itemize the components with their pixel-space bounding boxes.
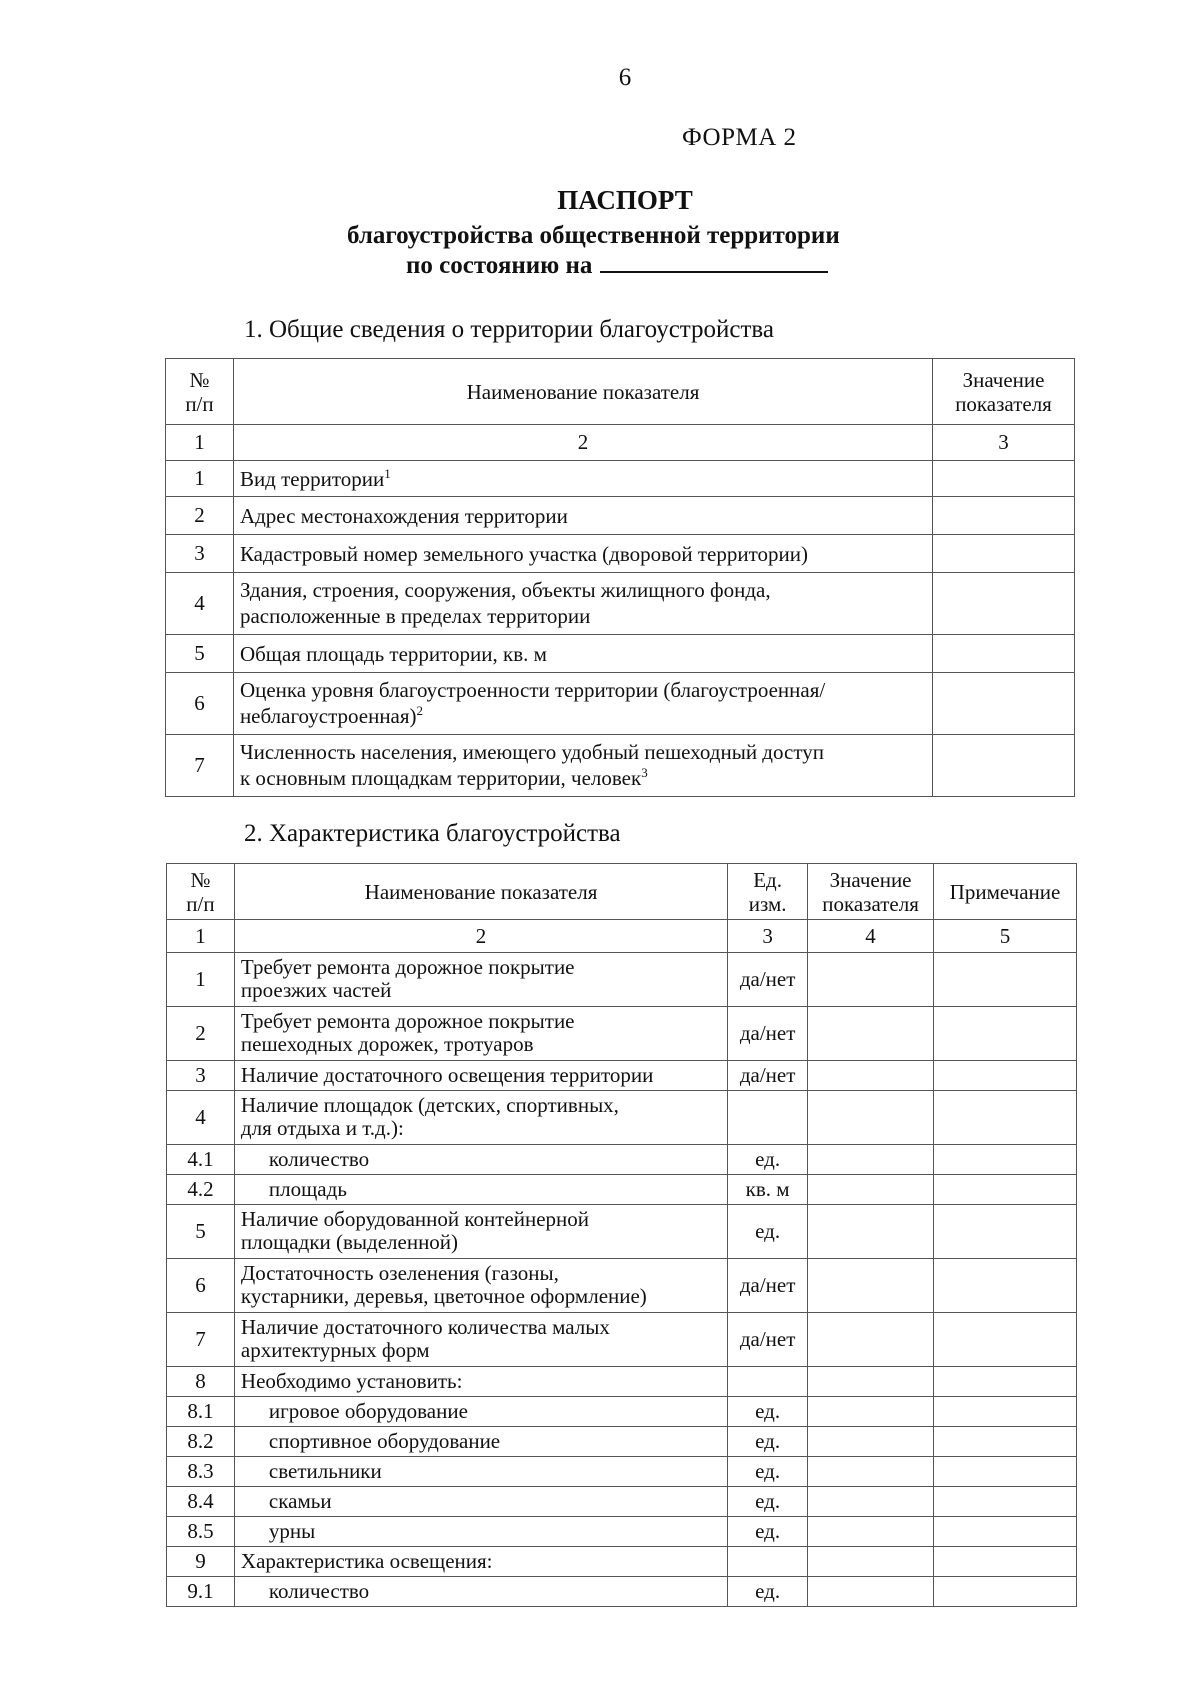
- note-cell[interactable]: [934, 1145, 1077, 1175]
- row-number: 3: [166, 535, 234, 573]
- indicator-value-cell[interactable]: [808, 953, 934, 1007]
- table-row: [166, 497, 1075, 535]
- indicator-value-cell[interactable]: [808, 1145, 934, 1175]
- unit-cell: да/нет: [728, 1007, 808, 1061]
- row-number: 7: [166, 735, 234, 797]
- indicator-name: Наличие достаточного освещения территории: [234, 1061, 727, 1091]
- date-blank-field[interactable]: [600, 249, 828, 273]
- unit-cell: да/нет: [728, 1061, 808, 1091]
- indicator-name: Общая площадь территории, кв. м: [233, 635, 932, 673]
- unit-cell: да/нет: [728, 1313, 808, 1367]
- indicator-name: Характеристика освещения:: [234, 1547, 727, 1577]
- header-no: № п/п: [166, 359, 234, 425]
- table-row: [166, 535, 1075, 573]
- note-cell[interactable]: [934, 1547, 1077, 1577]
- indicator-name: Численность населения, имеющего удобный пешеходный доступ к основным площадкам территории, человек$^3$: [233, 735, 932, 797]
- table-row: [167, 1397, 1077, 1427]
- unit-cell: [728, 1367, 808, 1397]
- row-number: 4.1: [167, 1145, 235, 1175]
- form-label: ФОРМА 2: [682, 124, 797, 151]
- indicator-name: Необходимо установить:: [234, 1367, 727, 1397]
- unit-cell: ед.: [728, 1457, 808, 1487]
- indicator-name: Адрес местонахождения территории: [233, 497, 932, 535]
- table-row: [166, 673, 1075, 735]
- indicator-value-cell[interactable]: [933, 673, 1075, 735]
- table-row: [167, 1457, 1077, 1487]
- unit-cell: ед.: [728, 1427, 808, 1457]
- table-row: [167, 1259, 1077, 1313]
- row-number: 8.2: [167, 1427, 235, 1457]
- indicator-value-cell[interactable]: [808, 1313, 934, 1367]
- row-number: 6: [167, 1259, 235, 1313]
- column-number: 3: [933, 425, 1075, 461]
- note-cell[interactable]: [934, 1061, 1077, 1091]
- header-value: Значение показателя: [808, 864, 934, 920]
- row-number: 7: [167, 1313, 235, 1367]
- row-number: 4: [167, 1091, 235, 1145]
- note-cell[interactable]: [934, 1517, 1077, 1547]
- note-cell[interactable]: [934, 1007, 1077, 1061]
- indicator-name: Наличие площадок (детских, спортивных, для отдыха и т.д.):: [234, 1091, 727, 1145]
- page-number: 6: [618, 64, 632, 91]
- indicator-name: Требует ремонта дорожное покрытие пешеходных дорожек, тротуаров: [234, 1007, 727, 1061]
- unit-cell: кв. м: [728, 1175, 808, 1205]
- indicator-value-cell[interactable]: [808, 1457, 934, 1487]
- table-row: [167, 1487, 1077, 1517]
- table-row: [167, 1061, 1077, 1091]
- general-info-table: [165, 358, 1075, 797]
- header-unit: Ед. изм.: [728, 864, 808, 920]
- unit-cell: ед.: [728, 1397, 808, 1427]
- note-cell[interactable]: [934, 1259, 1077, 1313]
- indicator-value-cell[interactable]: [933, 497, 1075, 535]
- date-label: по состоянию на: [406, 252, 593, 279]
- note-cell[interactable]: [934, 1487, 1077, 1517]
- row-number: 4: [166, 573, 234, 635]
- indicator-name: Кадастровый номер земельного участка (дворовой территории): [233, 535, 932, 573]
- row-number: 1: [167, 953, 235, 1007]
- row-number: 4.2: [167, 1175, 235, 1205]
- section1-title: 1. Общие сведения о территории благоустройства: [244, 316, 774, 343]
- indicator-name: скамьи: [234, 1487, 727, 1517]
- indicator-name: Требует ремонта дорожное покрытие проезжих частей: [234, 953, 727, 1007]
- note-cell[interactable]: [934, 1313, 1077, 1367]
- document-title: ПАСПОРТ: [557, 185, 693, 215]
- indicator-value-cell[interactable]: [808, 1427, 934, 1457]
- row-number: 6: [166, 673, 234, 735]
- column-number: 1: [166, 425, 234, 461]
- note-cell[interactable]: [934, 1457, 1077, 1487]
- table-row: [167, 1547, 1077, 1577]
- column-number: 2: [234, 920, 727, 953]
- unit-cell: [728, 1091, 808, 1145]
- note-cell[interactable]: [934, 1175, 1077, 1205]
- footnote-mark: 3: [641, 765, 648, 780]
- indicator-name: Наличие достаточного количества малых архитектурных форм: [234, 1313, 727, 1367]
- section2-title: 2. Характеристика благоустройства: [244, 820, 621, 847]
- row-number: 9.1: [167, 1577, 235, 1607]
- indicator-name: площадь: [234, 1175, 727, 1205]
- indicator-name: урны: [234, 1517, 727, 1547]
- unit-cell: ед.: [728, 1205, 808, 1259]
- column-number: 3: [728, 920, 808, 953]
- note-cell[interactable]: [934, 1577, 1077, 1607]
- table-row: [167, 1091, 1077, 1145]
- indicator-name: Оценка уровня благоустроенности территории (благоустроенная/ неблагоустроенная)$^2$: [233, 673, 932, 735]
- indicator-name: игровое оборудование: [234, 1397, 727, 1427]
- indicator-name: Достаточность озеленения (газоны, кустарники, деревья, цветочное оформление): [234, 1259, 727, 1313]
- document-subtitle: благоустройства общественной территории: [347, 222, 840, 249]
- row-number: 5: [167, 1205, 235, 1259]
- table-row: [167, 1313, 1077, 1367]
- unit-cell: ед.: [728, 1145, 808, 1175]
- indicator-value-cell[interactable]: [808, 1007, 934, 1061]
- indicator-name: количество: [234, 1577, 727, 1607]
- row-number: 2: [166, 497, 234, 535]
- indicator-value-cell[interactable]: [808, 1577, 934, 1607]
- indicator-name: количество: [234, 1145, 727, 1175]
- indicator-name: Здания, строения, сооружения, объекты жилищного фонда, расположенные в пределах территории: [233, 573, 932, 635]
- header-name: Наименование показателя: [233, 359, 932, 425]
- row-number: 5: [166, 635, 234, 673]
- indicator-value-cell[interactable]: [808, 1091, 934, 1145]
- indicator-name: Наличие оборудованной контейнерной площадки (выделенной): [234, 1205, 727, 1259]
- unit-cell: ед.: [728, 1517, 808, 1547]
- unit-cell: да/нет: [728, 1259, 808, 1313]
- row-number: 8.4: [167, 1487, 235, 1517]
- row-number: 1: [166, 461, 234, 497]
- table-row: [167, 1175, 1077, 1205]
- note-cell[interactable]: [934, 1367, 1077, 1397]
- footnote-mark: 2: [416, 703, 424, 718]
- unit-cell: ед.: [728, 1487, 808, 1517]
- row-number: 8.1: [167, 1397, 235, 1427]
- footnote-mark: 1: [384, 465, 391, 481]
- indicator-value-cell[interactable]: [808, 1547, 934, 1577]
- row-number: 3: [167, 1061, 235, 1091]
- row-number: 8.3: [167, 1457, 235, 1487]
- table-row: [166, 573, 1075, 635]
- row-number: 8.5: [167, 1517, 235, 1547]
- unit-cell: [728, 1547, 808, 1577]
- column-number: 2: [233, 425, 932, 461]
- indicator-value-cell[interactable]: [933, 535, 1075, 573]
- row-number: 2: [167, 1007, 235, 1061]
- indicator-value-cell[interactable]: [933, 461, 1075, 497]
- header-no: № п/п: [167, 864, 235, 920]
- note-cell[interactable]: [934, 1397, 1077, 1427]
- indicator-value-cell[interactable]: [808, 1367, 934, 1397]
- table-row: [167, 1145, 1077, 1175]
- table-row: [166, 461, 1075, 497]
- column-number: 5: [934, 920, 1077, 953]
- indicator-value-cell[interactable]: [933, 735, 1075, 797]
- header-name: Наименование показателя: [234, 864, 727, 920]
- indicator-value-cell[interactable]: [808, 1487, 934, 1517]
- indicator-value-cell[interactable]: [933, 573, 1075, 635]
- column-number: 4: [808, 920, 934, 953]
- note-cell[interactable]: [934, 953, 1077, 1007]
- column-number: 1: [167, 920, 235, 953]
- indicator-value-cell[interactable]: [808, 1061, 934, 1091]
- indicator-name: светильники: [234, 1457, 727, 1487]
- indicator-value-cell[interactable]: [808, 1205, 934, 1259]
- document-date-line: [406, 249, 828, 280]
- header-value: Значение показателя: [933, 359, 1075, 425]
- row-number: 9: [167, 1547, 235, 1577]
- row-number: 8: [167, 1367, 235, 1397]
- table-row: [167, 1577, 1077, 1607]
- table-row: [167, 1205, 1077, 1259]
- indicator-value-cell[interactable]: [933, 635, 1075, 673]
- indicator-value-cell[interactable]: [808, 1175, 934, 1205]
- table-row: [167, 1517, 1077, 1547]
- unit-cell: ед.: [728, 1577, 808, 1607]
- indicator-value-cell[interactable]: [808, 1259, 934, 1313]
- note-cell[interactable]: [934, 1205, 1077, 1259]
- note-cell[interactable]: [934, 1091, 1077, 1145]
- indicator-value-cell[interactable]: [808, 1517, 934, 1547]
- table-row: [166, 635, 1075, 673]
- table-row: [167, 953, 1077, 1007]
- table-row: [167, 1007, 1077, 1061]
- characteristics-table: [166, 863, 1077, 1607]
- unit-cell: да/нет: [728, 953, 808, 1007]
- indicator-name: Вид территории$^1$: [233, 461, 932, 497]
- indicator-name: спортивное оборудование: [234, 1427, 727, 1457]
- table-row: [167, 1427, 1077, 1457]
- note-cell[interactable]: [934, 1427, 1077, 1457]
- header-note: Примечание: [934, 864, 1077, 920]
- table-row: [166, 735, 1075, 797]
- table-row: [167, 1367, 1077, 1397]
- indicator-value-cell[interactable]: [808, 1397, 934, 1427]
